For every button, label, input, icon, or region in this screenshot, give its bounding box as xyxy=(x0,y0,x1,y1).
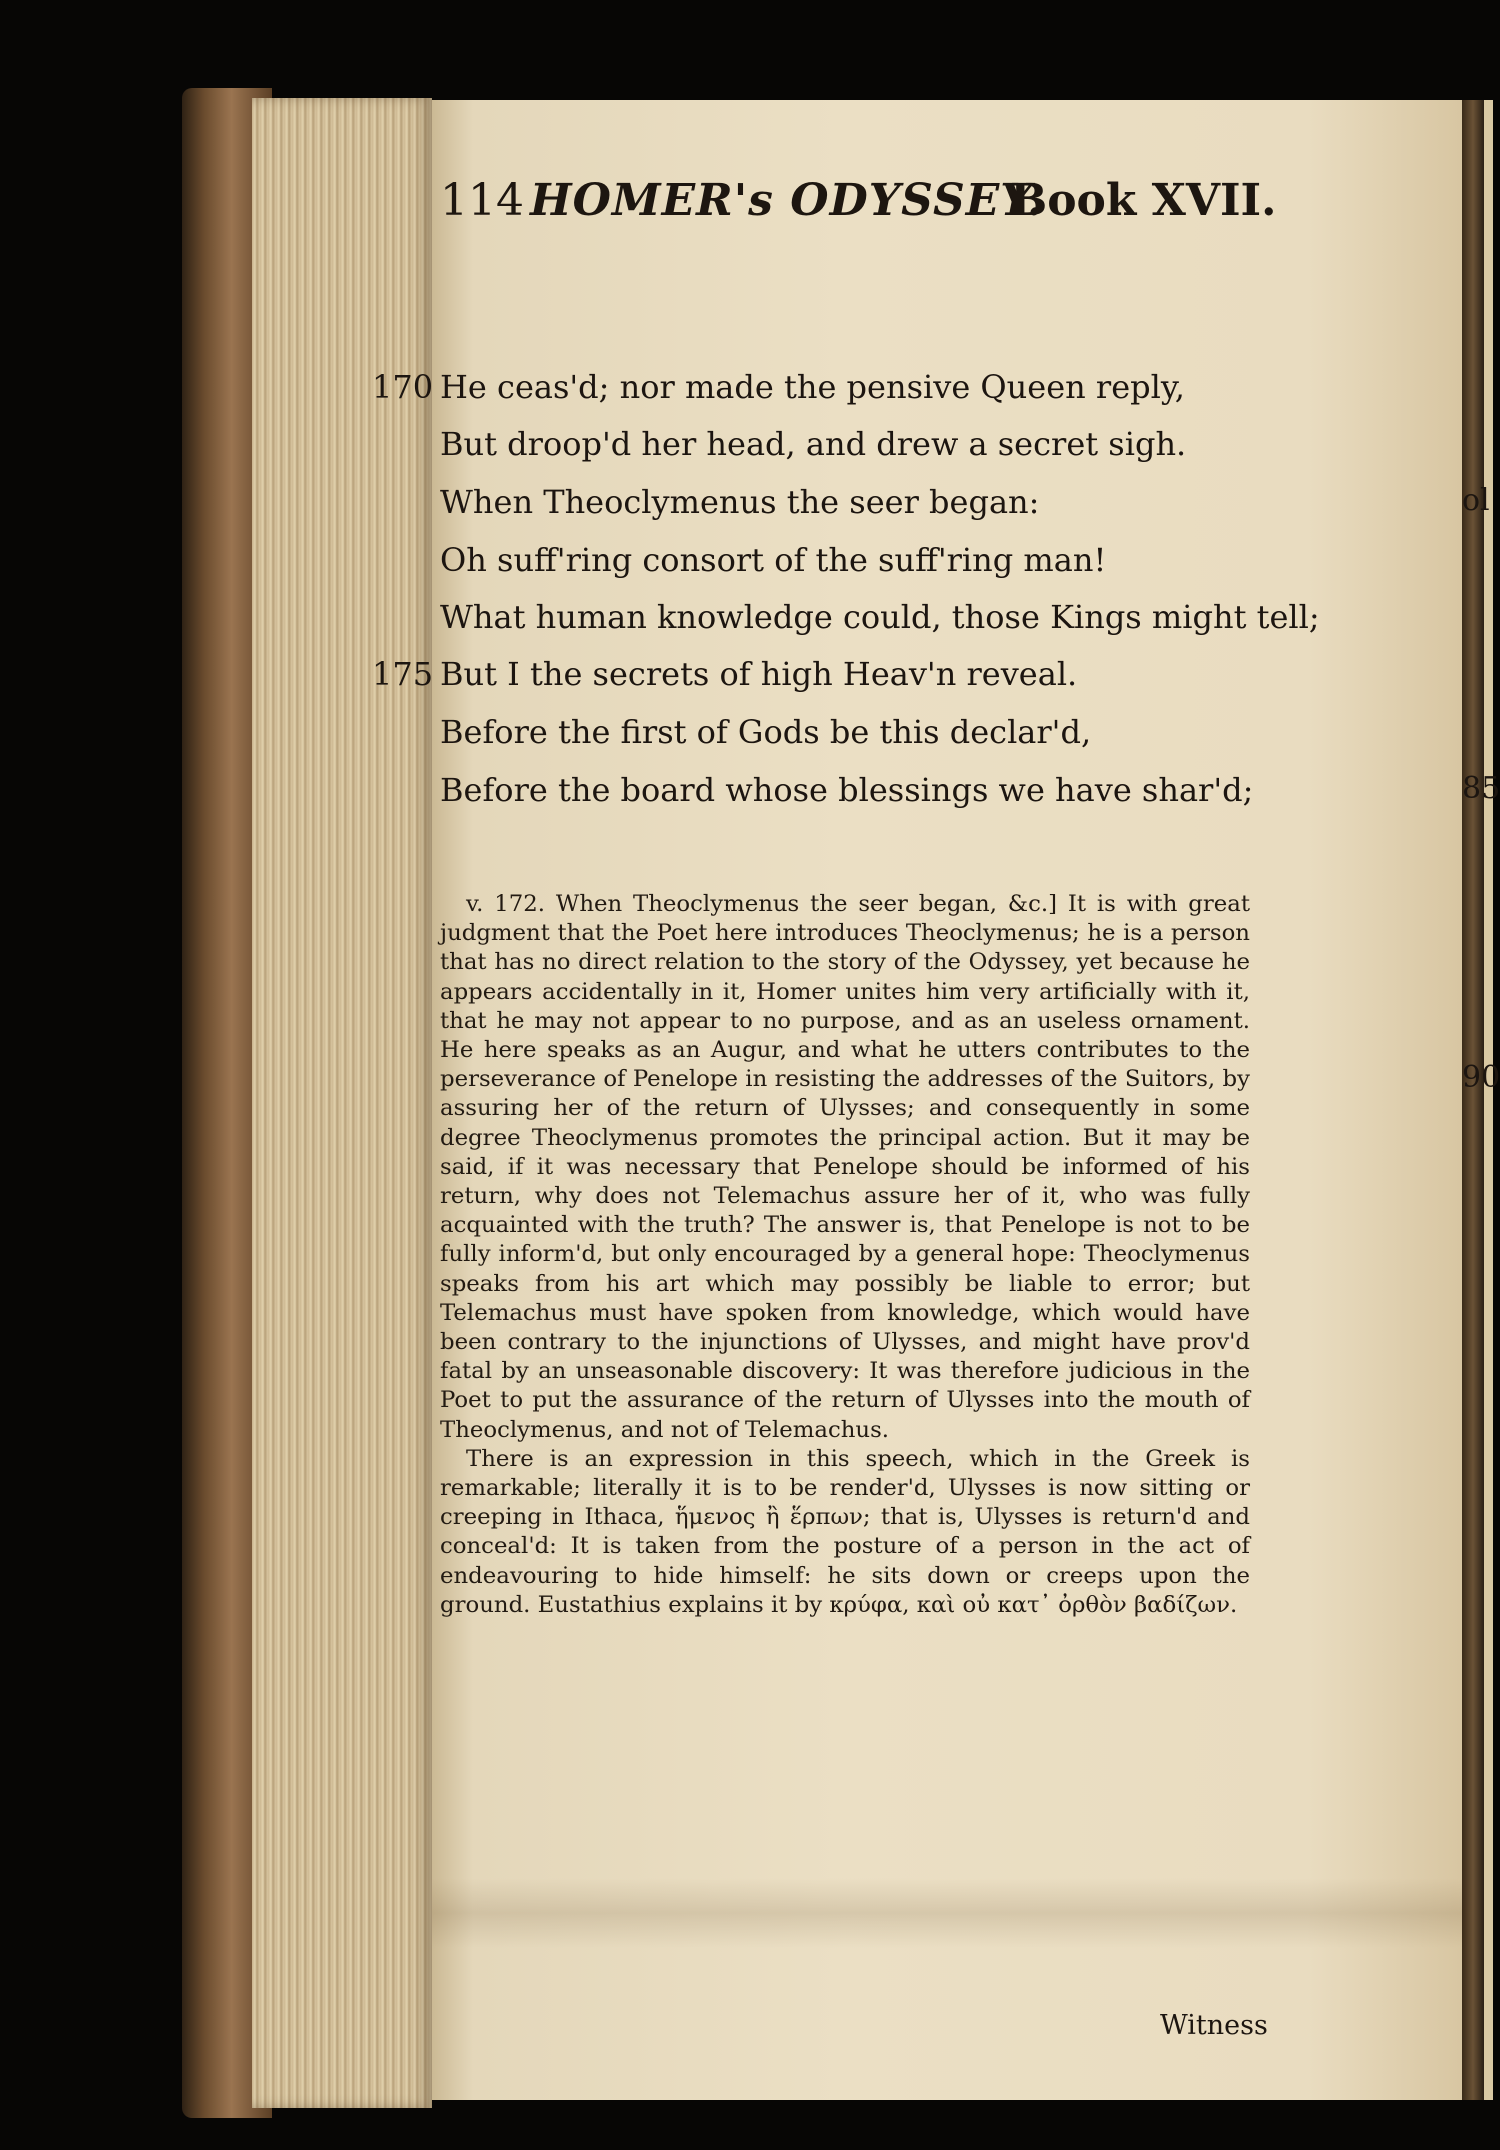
verse-line-number: 175 xyxy=(372,655,434,693)
verse-line: When Theoclymenus the seer began: xyxy=(440,483,1040,521)
verse-line: But droop'd her head, and drew a secret sigh. xyxy=(440,425,1187,463)
verse-line-number: 170 xyxy=(372,368,434,406)
verse-line: Oh suff'ring consort of the suff'ring man! xyxy=(440,541,1107,579)
facing-page-fragment: 85 xyxy=(1462,771,1500,806)
catchword: Witness xyxy=(1160,2010,1268,2041)
commentary-notes xyxy=(440,890,1250,1620)
page-number: 114 xyxy=(440,175,524,226)
facing-page-fragment: ol xyxy=(1462,483,1490,518)
book-number: Book XVII. xyxy=(1010,175,1277,226)
verse-line: Before the first of Gods be this declar'd, xyxy=(440,713,1092,751)
page-header xyxy=(440,175,1280,235)
facing-page-edge xyxy=(1484,100,1493,2100)
verse-line: Before the board whose blessings we have shar'd; xyxy=(440,771,1254,809)
verse-line: But I the secrets of high Heav'n reveal. xyxy=(440,655,1078,693)
book-gutter xyxy=(1462,100,1484,2100)
note-paragraph: There is an expression in this speech, which in the Greek is remarkable; literally it is to be render'd, Ulysses is now sitting or creeping in Ithaca, ἥμενος ἢ ἕρπων; that is, Ulysses is return'd and conceal'd: It is taken from the posture of a person in the act of endeavouring to hide himself: he sits down or creeps upon the ground. Eustathius explains it by κρύφα, καὶ οὐ κατ᾽ ὀρθὸν βαδίζων. xyxy=(440,1445,1250,1618)
facing-page-fragment: 90 xyxy=(1462,1060,1500,1095)
note-paragraph: v. 172. When Theoclymenus the seer began, &c.] It is with great judgment that the Poet here introduces Theoclymenus; he is a person that has no direct relation to the story of the Odyssey, yet because he appears accidentally in it, Homer unites him very artificially with it, that he may not appear to no purpose, and as an useless ornament. He here speaks as an Augur, and what he utters contributes to the perseverance of Penelope in resisting the addresses of the Suitors, by assuring her of the return of Ulysses; and consequently in some degree Theoclymenus promotes the principal action. But it may be said, if it was necessary that Penelope should be informed of his return, why does not Telemachus assure her of it, who was fully acquainted with the truth? The answer is, that Penelope is not to be fully inform'd, but only encouraged by a general hope: Theoclymenus speaks from his art which may possibly be liable to error; but Telemachus must have spoken from knowledge, which would have been contrary to the injunctions of Ulysses, and might have prov'd fatal by an unseasonable discovery: It was therefore judicious in the Poet to put the assurance of the return of Ulysses into the mouth of Theoclymenus, and not of Telemachus. xyxy=(440,891,1250,1443)
verse-line: What human knowledge could, those Kings might tell; xyxy=(440,598,1320,636)
verse-line: He ceas'd; nor made the pensive Queen reply, xyxy=(440,368,1185,406)
running-title: HOMER's ODYSSEY. xyxy=(530,175,1044,226)
page-fold xyxy=(432,1878,1462,1948)
